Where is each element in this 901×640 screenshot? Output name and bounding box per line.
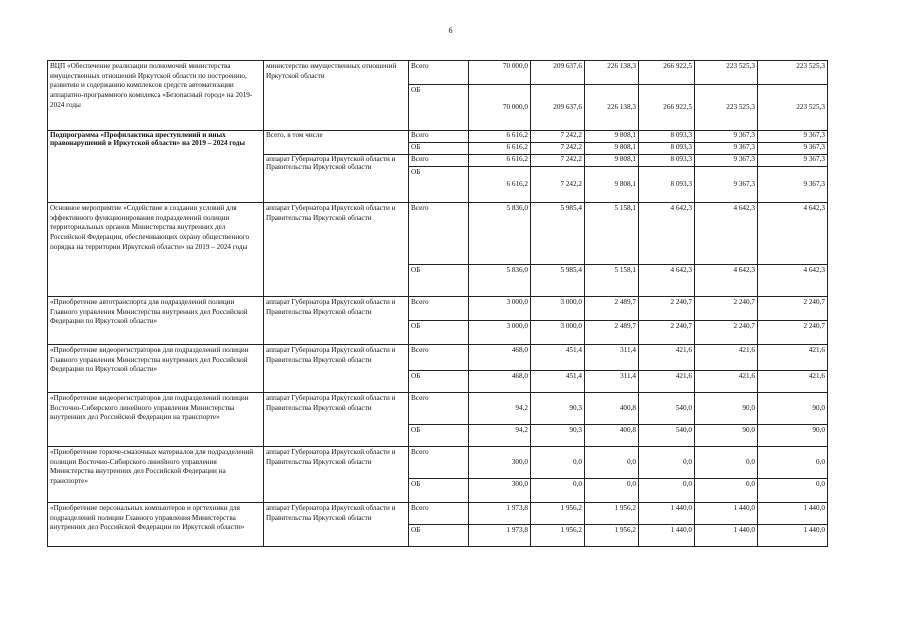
funding-source: ОБ	[409, 167, 469, 203]
amount-cell: 90,3	[531, 425, 585, 447]
funding-source: Всего	[409, 155, 469, 167]
amount-cell: 3 000,0	[469, 321, 531, 345]
amount-cell: 4 642,3	[639, 265, 695, 297]
funding-source: ОБ	[409, 425, 469, 447]
amount-cell: 451,4	[531, 345, 585, 371]
amount-cell: 9 808,1	[585, 155, 639, 167]
row-name: ВЦП «Обеспечение реализации полномочий министерства имущественных отношений Иркутской области по построению, развитию и содержанию комплексов средств автоматизации аппаратно-программного комплекса «Безопасный город» на 2019-2024 годы	[48, 61, 264, 131]
table-row	[48, 393, 828, 425]
funding-source: Всего	[409, 131, 469, 143]
amount-cell: 226 138,3	[585, 61, 639, 85]
amount-cell: 9 808,1	[585, 143, 639, 155]
amount-cell: 7 242,2	[531, 143, 585, 155]
funding-source: Всего	[409, 345, 469, 371]
amount-cell: 1 440,0	[639, 503, 695, 525]
amount-cell: 3 000,0	[531, 297, 585, 321]
amount-cell: 9 808,1	[585, 131, 639, 143]
amount-cell: 9 367,3	[758, 131, 828, 143]
amount-cell: 223 525,3	[695, 61, 758, 85]
amount-cell: 4 642,3	[758, 203, 828, 265]
amount-cell: 468,0	[469, 345, 531, 371]
amount-cell: 9 367,3	[758, 155, 828, 167]
row-name: «Приобретение видеорегистраторов для подразделений полиции Главного управления Министерства внутренних дел Российской Федерации по Иркутской области»	[48, 345, 264, 393]
amount-cell: 311,4	[585, 345, 639, 371]
funding-source: Всего	[409, 203, 469, 265]
row-executor: аппарат Губернатора Иркутской области и Правительства Иркутской области	[264, 155, 409, 203]
amount-cell: 266 922,5	[639, 61, 695, 85]
amount-cell: 0,0	[695, 447, 758, 479]
amount-cell: 9 808,1	[585, 167, 639, 203]
amount-cell: 223 525,3	[695, 85, 758, 131]
amount-cell: 6 616,2	[469, 155, 531, 167]
amount-cell: 300,0	[469, 447, 531, 479]
row-name-text: Подпрограмма «Профилактика преступлений и иных правонарушений в Иркутской области» на 2019 – 2024 годы	[50, 131, 246, 147]
amount-cell: 90,0	[695, 393, 758, 425]
row-name: «Приобретение видеорегистраторов для подразделений полиции Восточно-Сибирского линейного управления Министерства внутренних дел Российской Федерации на транспорте»	[48, 393, 264, 447]
funding-source: Всего	[409, 447, 469, 479]
amount-cell: 0,0	[695, 479, 758, 503]
amount-cell: 9 367,3	[695, 143, 758, 155]
amount-cell: 6 616,2	[469, 167, 531, 203]
amount-cell: 90,3	[531, 393, 585, 425]
funding-source: Всего	[409, 61, 469, 85]
amount-cell: 540,0	[639, 393, 695, 425]
amount-cell: 8 093,3	[639, 143, 695, 155]
amount-cell: 1 440,0	[758, 503, 828, 525]
amount-cell: 5 985,4	[531, 265, 585, 297]
amount-cell: 9 367,3	[758, 143, 828, 155]
funding-source: ОБ	[409, 85, 469, 131]
amount-cell: 2 489,7	[585, 321, 639, 345]
amount-cell: 0,0	[531, 447, 585, 479]
amount-cell: 1 973,8	[469, 525, 531, 547]
amount-cell: 300,0	[469, 479, 531, 503]
row-name: Основное мероприятие «Содействие в создании условий для эффективного функционирования подразделений полиции территориальных органов Министерства внутренних дел Российской Федерации, обеспечивающих охрану общественного порядка на территории Иркутской области» на 2019 – 2024 годы	[48, 203, 264, 297]
amount-cell: 5 985,4	[531, 203, 585, 265]
amount-cell: 5 836,0	[469, 265, 531, 297]
amount-cell: 4 642,3	[695, 265, 758, 297]
amount-cell: 90,0	[758, 425, 828, 447]
amount-cell: 6 616,2	[469, 131, 531, 143]
amount-cell: 2 240,7	[758, 321, 828, 345]
amount-cell: 5 836,0	[469, 203, 531, 265]
amount-cell: 0,0	[758, 479, 828, 503]
amount-cell: 7 242,2	[531, 131, 585, 143]
amount-cell: 1 440,0	[639, 525, 695, 547]
amount-cell: 1 440,0	[758, 525, 828, 547]
funding-source: ОБ	[409, 321, 469, 345]
amount-cell: 421,6	[695, 371, 758, 393]
amount-cell: 0,0	[531, 479, 585, 503]
amount-cell: 9 367,3	[695, 167, 758, 203]
row-name	[48, 131, 264, 203]
amount-cell: 451,4	[531, 371, 585, 393]
amount-cell: 3 000,0	[531, 321, 585, 345]
amount-cell: 0,0	[639, 479, 695, 503]
amount-cell: 1 956,2	[531, 525, 585, 547]
funding-source: Всего	[409, 297, 469, 321]
amount-cell: 5 158,1	[585, 203, 639, 265]
amount-cell: 540,0	[639, 425, 695, 447]
amount-cell: 4 642,3	[695, 203, 758, 265]
amount-cell: 2 489,7	[585, 297, 639, 321]
amount-cell: 9 367,3	[758, 167, 828, 203]
row-executor: аппарат Губернатора Иркутской области и Правительства Иркутской области	[264, 393, 409, 447]
amount-cell: 1 440,0	[695, 525, 758, 547]
amount-cell: 400,8	[585, 425, 639, 447]
amount-cell: 400,8	[585, 393, 639, 425]
amount-cell: 4 642,3	[639, 203, 695, 265]
funding-source: ОБ	[409, 265, 469, 297]
amount-cell: 94,2	[469, 393, 531, 425]
row-executor: аппарат Губернатора Иркутской области и Правительства Иркутской области	[264, 503, 409, 547]
amount-cell: 223 525,3	[758, 85, 828, 131]
funding-source: ОБ	[409, 143, 469, 155]
amount-cell: 94,2	[469, 425, 531, 447]
amount-cell: 3 000,0	[469, 297, 531, 321]
funding-source: Всего	[409, 503, 469, 525]
amount-cell: 421,6	[695, 345, 758, 371]
amount-cell: 8 093,3	[639, 167, 695, 203]
amount-cell: 2 240,7	[639, 297, 695, 321]
amount-cell: 2 240,7	[695, 321, 758, 345]
row-executor: аппарат Губернатора Иркутской области и Правительства Иркутской области	[264, 345, 409, 393]
amount-cell: 421,6	[758, 345, 828, 371]
row-executor: аппарат Губернатора Иркутской области и Правительства Иркутской области	[264, 447, 409, 503]
budget-table	[47, 60, 828, 547]
amount-cell: 4 642,3	[758, 265, 828, 297]
amount-cell: 2 240,7	[695, 297, 758, 321]
row-executor: аппарат Губернатора Иркутской области и Правительства Иркутской области	[264, 203, 409, 297]
funding-source: ОБ	[409, 479, 469, 503]
funding-source: Всего	[409, 393, 469, 425]
amount-cell: 70 000,0	[469, 61, 531, 85]
amount-cell: 7 242,2	[531, 167, 585, 203]
amount-cell: 6 616,2	[469, 143, 531, 155]
amount-cell: 7 242,2	[531, 155, 585, 167]
amount-cell: 1 956,2	[585, 503, 639, 525]
amount-cell: 421,6	[758, 371, 828, 393]
table-row	[48, 131, 828, 143]
amount-cell: 421,6	[639, 345, 695, 371]
row-name: «Приобретение автотранспорта для подразделений полиции Главного управления Министерства внутренних дел Российской Федерации по Иркутской области»	[48, 297, 264, 345]
amount-cell: 311,4	[585, 371, 639, 393]
amount-cell: 8 093,3	[639, 155, 695, 167]
amount-cell: 226 138,3	[585, 85, 639, 131]
amount-cell: 1 956,2	[585, 525, 639, 547]
amount-cell: 9 367,3	[695, 155, 758, 167]
funding-source: ОБ	[409, 525, 469, 547]
row-name: «Приобретение персональных компьютеров и оргтехники для подразделений полиции Главного управления Министерства внутренних дел Российской Федерации по Иркутской области»	[48, 503, 264, 547]
amount-cell: 90,0	[695, 425, 758, 447]
row-executor: аппарат Губернатора Иркутской области и Правительства Иркутской области	[264, 297, 409, 345]
amount-cell: 0,0	[585, 479, 639, 503]
table-row	[48, 203, 828, 265]
amount-cell: 70 000,0	[469, 85, 531, 131]
row-executor: Всего, в том числе	[264, 131, 409, 155]
amount-cell: 1 440,0	[695, 503, 758, 525]
amount-cell: 209 637,6	[531, 61, 585, 85]
amount-cell: 0,0	[639, 447, 695, 479]
amount-cell: 1 956,2	[531, 503, 585, 525]
amount-cell: 0,0	[585, 447, 639, 479]
page-number: 6	[448, 26, 453, 35]
amount-cell: 1 973,8	[469, 503, 531, 525]
amount-cell: 2 240,7	[639, 321, 695, 345]
table-row	[48, 345, 828, 371]
table-row	[48, 297, 828, 321]
amount-cell: 90,0	[758, 393, 828, 425]
funding-source: ОБ	[409, 371, 469, 393]
row-name: «Приобретение горюче-смазочных материалов для подразделений полиции Восточно-Сибирского линейного управления Министерства внутренних дел Российской Федерации на транспорте»	[48, 447, 264, 503]
amount-cell: 5 158,1	[585, 265, 639, 297]
table-row	[48, 503, 828, 525]
amount-cell: 9 367,3	[695, 131, 758, 143]
amount-cell: 0,0	[758, 447, 828, 479]
amount-cell: 209 637,6	[531, 85, 585, 131]
amount-cell: 468,0	[469, 371, 531, 393]
table-row	[48, 61, 828, 85]
amount-cell: 421,6	[639, 371, 695, 393]
amount-cell: 8 093,3	[639, 131, 695, 143]
amount-cell: 266 922,5	[639, 85, 695, 131]
table-row	[48, 447, 828, 479]
amount-cell: 2 240,7	[758, 297, 828, 321]
amount-cell: 223 525,3	[758, 61, 828, 85]
row-executor: министерство имущественных отношений Иркутской области	[264, 61, 409, 131]
